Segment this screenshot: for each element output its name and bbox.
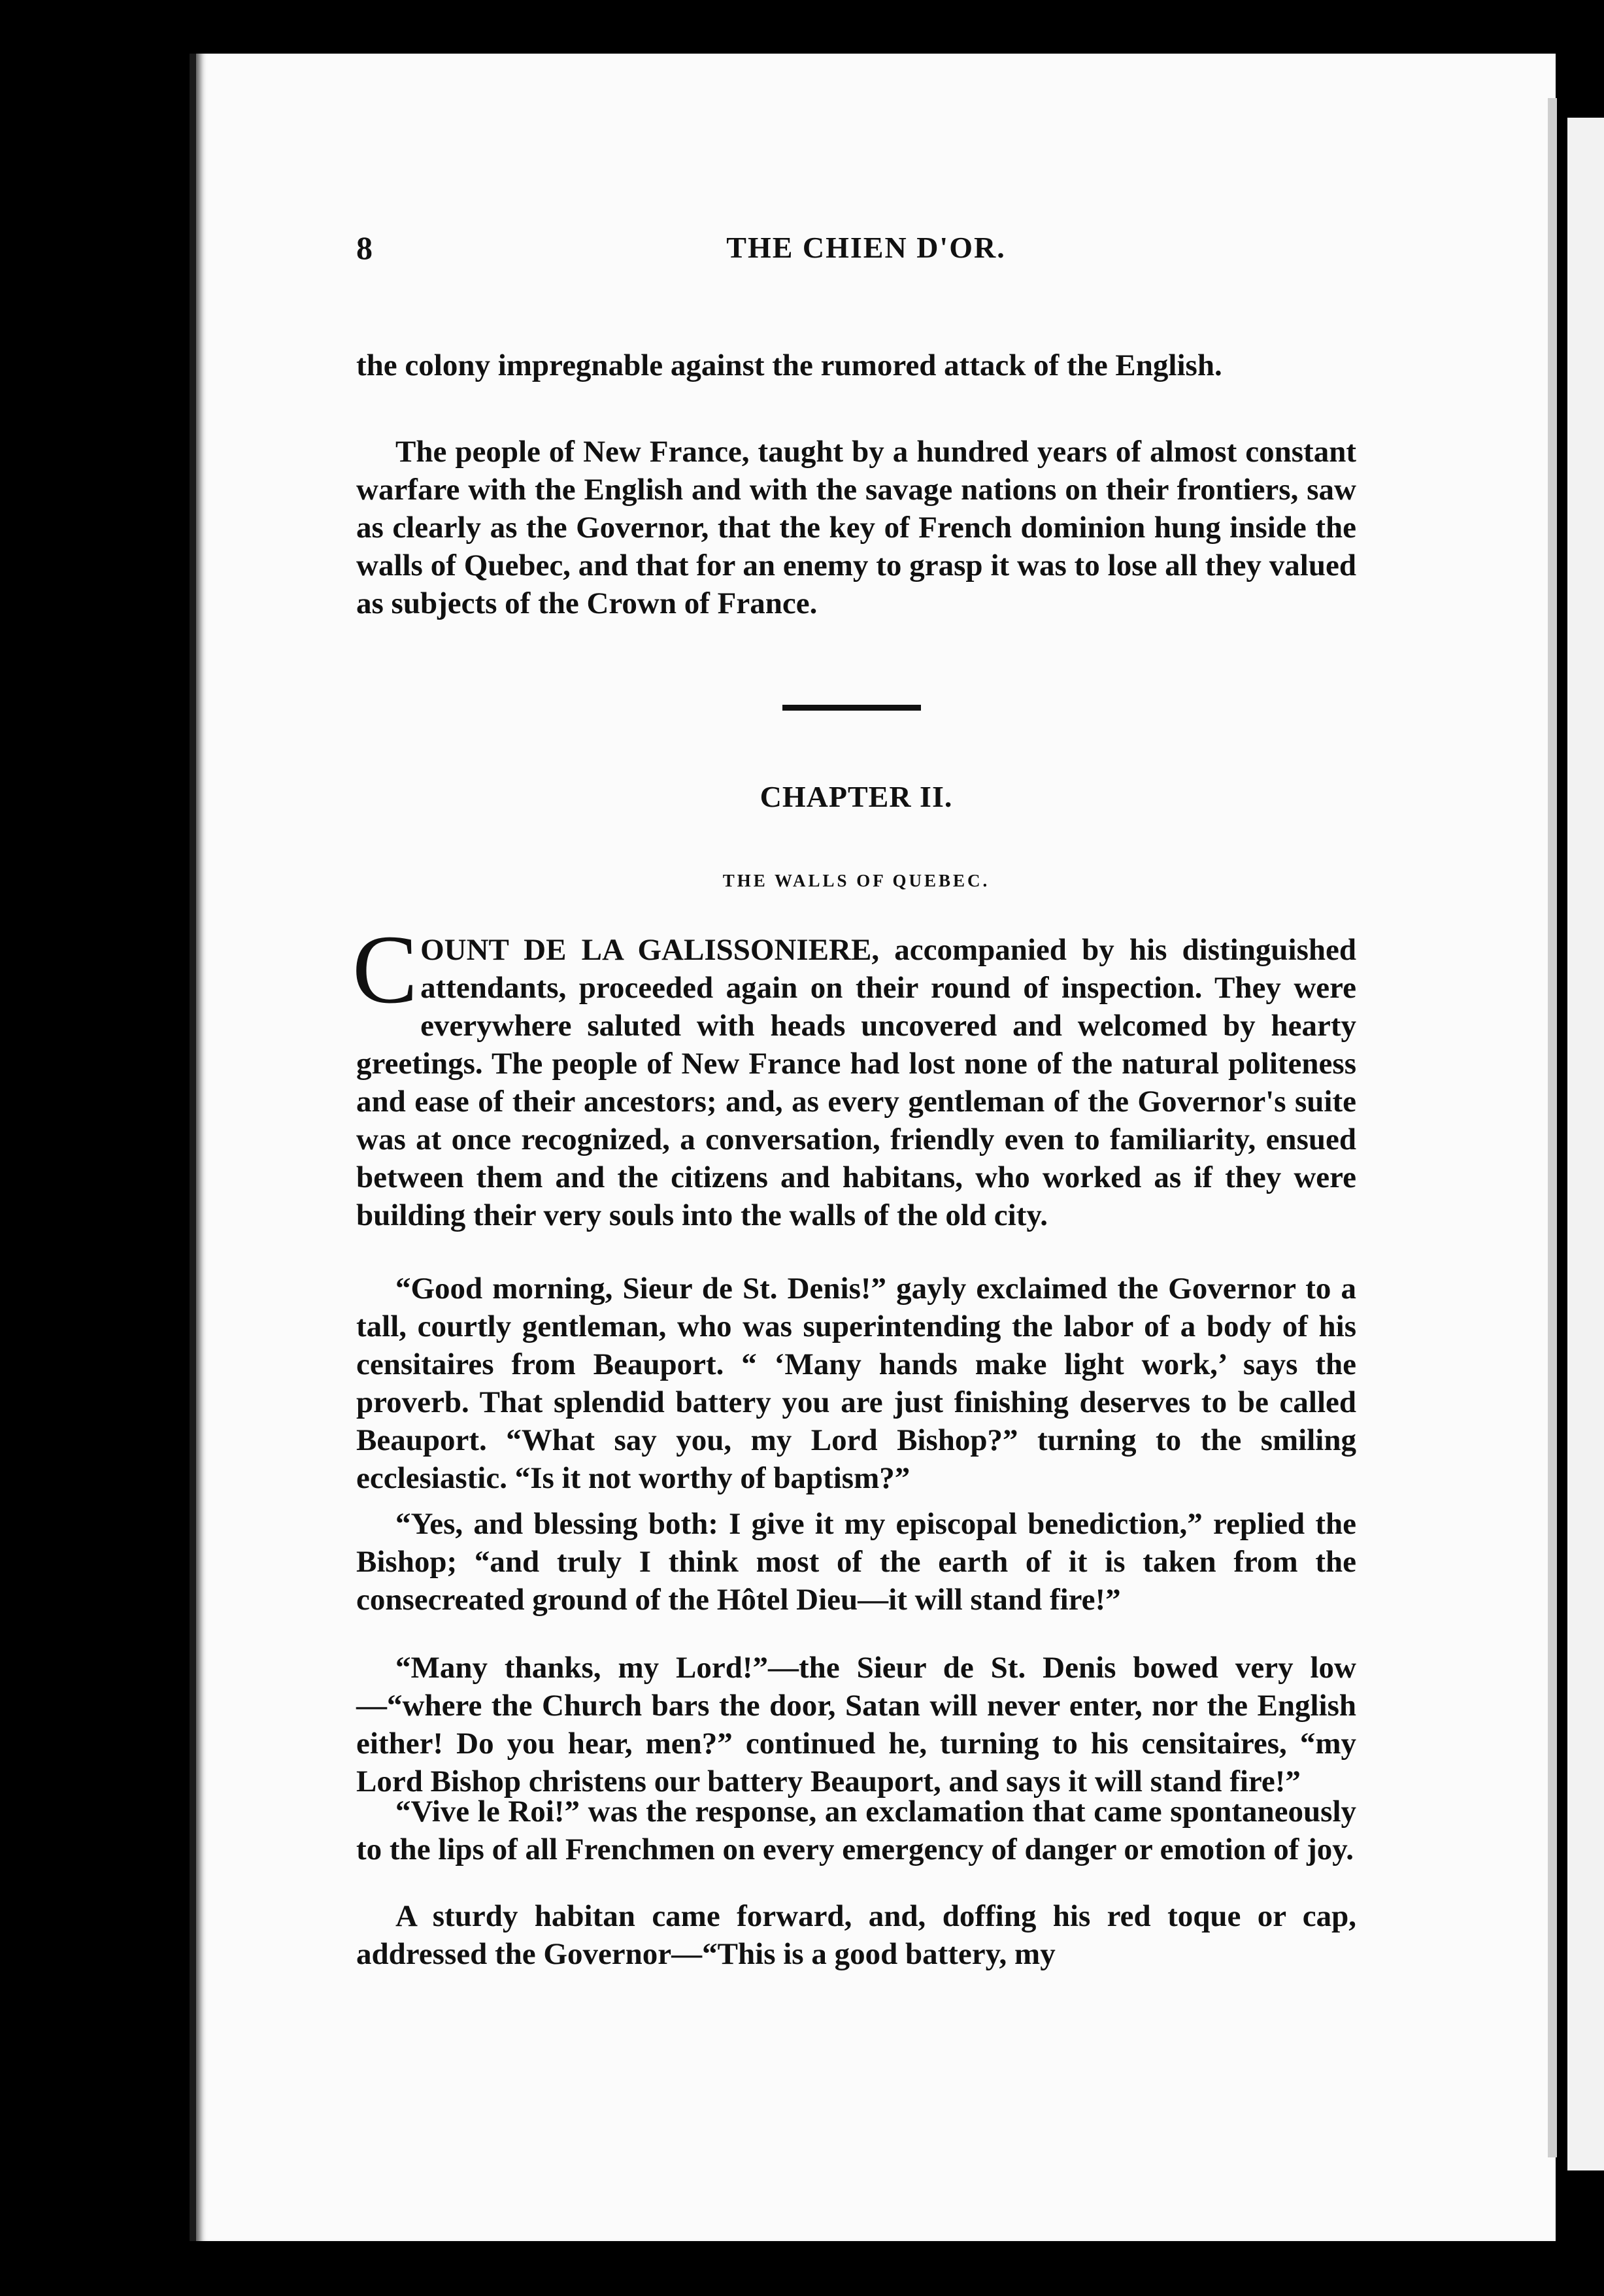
chapter-subtitle: THE WALLS OF QUEBEC. xyxy=(722,871,990,890)
paragraph-3 xyxy=(352,915,1356,1234)
page-header xyxy=(356,229,1356,281)
paragraph-5: “Yes, and blessing both: I give it my episcopal benediction,” replied the Bishop; “and truly I think most of the earth of it is taken from the consecreated ground of the Hôtel Dieu—it will stand fire!” xyxy=(356,1507,1356,1617)
running-title: THE CHIEN D'OR. xyxy=(726,231,1006,264)
paragraph-2: The people of New France, taught by a hundred years of almost constant warfare with the English and with the savage nations on their frontiers, saw as clearly as the Governor, that the key of French dominion hung inside the walls of Quebec, and that for an enemy to grasp it was to lose all they valued as subjects of the Crown of France. xyxy=(356,435,1356,620)
paragraph-1: the colony impregnable against the rumored attack of the English. xyxy=(356,348,1222,382)
page-edge-shadow xyxy=(1548,98,1557,2157)
paragraph-8: A sturdy habitan came forward, and, doffing his red toque or cap, addressed the Governor—“This is a good battery, my xyxy=(356,1899,1356,1971)
drop-cap: C xyxy=(352,915,418,1024)
paragraph-3-text: OUNT DE LA GALISSONIERE, accompanied by his distinguished attendants, proceeded again on their round of inspection. They were everywhere saluted with heads uncovered and welcomed by hearty greetings. The people of New France had lost none of the natural politeness and ease of their ancestors; and, as every gentleman of the Governor's suite was at once recognized, a conversation, friendly even to familiarity, ensued between them and the citizens and habitans, who worked as if they were building their very souls into the walls of the old city. xyxy=(356,933,1356,1232)
paragraph-7: “Vive le Roi!” was the response, an exclamation that came spontaneously to the lips of all Frenchmen on every emergency of danger or emotion of joy. xyxy=(356,1795,1356,1866)
paragraph-6: “Many thanks, my Lord!”—the Sieur de St. Denis bowed very low—“where the Church bars the door, Satan will never enter, nor the English either! Do you hear, men?” continued he, turning to his censitaires, “my Lord Bishop christens our battery Beauport, and says it will stand fire!” xyxy=(356,1651,1356,1798)
section-divider xyxy=(782,705,921,711)
chapter-title: CHAPTER II. xyxy=(760,780,953,813)
book-page xyxy=(190,54,1556,2241)
adjacent-page-sliver xyxy=(1567,118,1604,2170)
page-number: 8 xyxy=(356,229,373,266)
paragraph-4: “Good morning, Sieur de St. Denis!” gayly exclaimed the Governor to a tall, courtly gentleman, who was superintending the labor of a body of his censitaires from Beauport. “ ‘Many hands make light work,’ says the proverb. That splendid battery you are just finishing deserves to be called Beauport. “What say you, my Lord Bishop?” turning to the smiling ecclesiastic. “Is it not worthy of baptism?” xyxy=(356,1272,1356,1495)
